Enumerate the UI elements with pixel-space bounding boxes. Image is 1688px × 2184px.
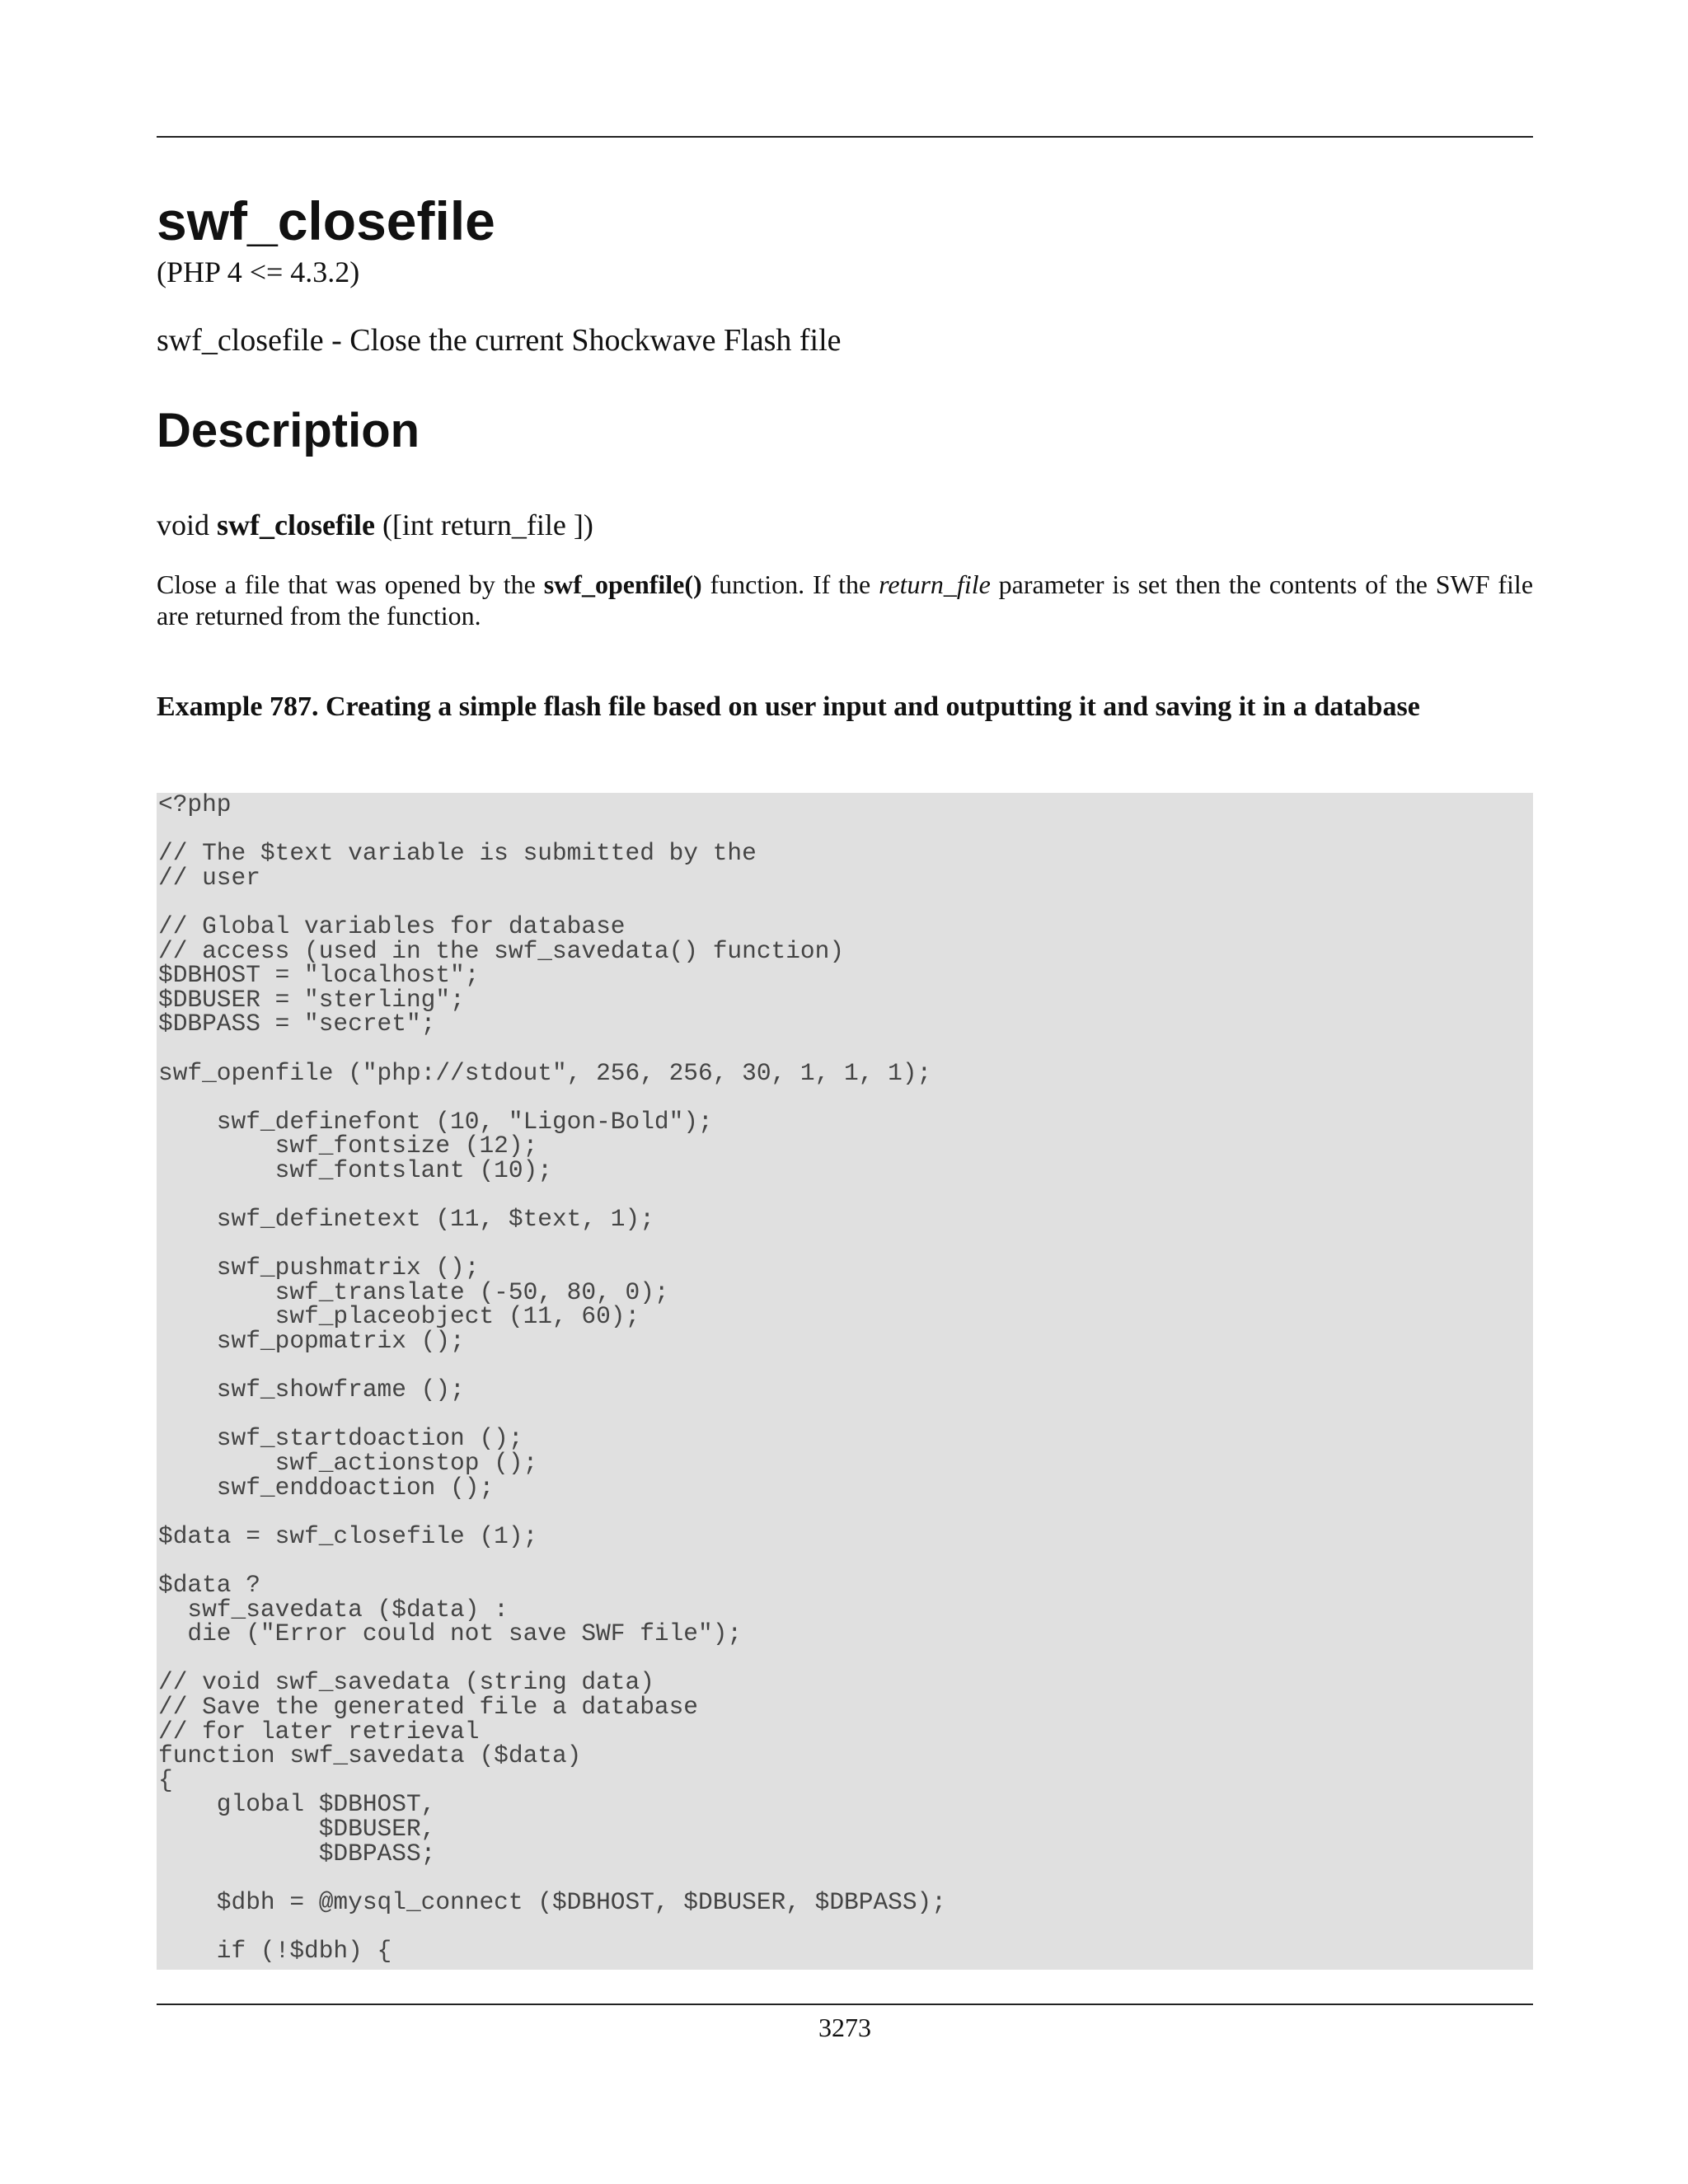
desc-text-2: function. If the	[701, 569, 879, 599]
desc-param-ref: return_file	[879, 569, 991, 599]
bottom-rule	[157, 2004, 1533, 2005]
function-synopsis	[157, 507, 593, 543]
synopsis-function-name: swf_closefile	[217, 509, 375, 541]
code-listing	[157, 793, 1533, 1970]
description-paragraph	[157, 569, 1533, 631]
synopsis-params: ([int return_file ])	[382, 509, 593, 541]
code-block: <?php // The $text variable is submitted by the // user // Global variables for database // access (used in the swf_savedata() function) $DBHOST = "localhost"; $DBUSER = "sterling"; $DBPASS = "secret"; swf_openfile ("php://stdout", 256, 256, 30, 1, 1, 1); swf_definefont (10, "Ligon-Bold"); swf_fontsize (12); swf_fontslant (10); swf_definetext (11, $text, 1); swf_pushmatrix (); swf_translate (-50, 80, 0); swf_placeobject (11, 60); swf_popmatrix (); swf_showframe (); swf_startdoaction (); swf_actionstop (); swf_enddoaction (); $data = swf_closefile (1); $data ? swf_savedata ($data) : die ("Error could not save SWF file"); // void swf_savedata (string data) // Save the generated file a database // for later retrieval function swf_savedata ($data) { global $DBHOST, $DBUSER, $DBPASS; $dbh = @mysql_connect ($DBHOST, $DBUSER, $DBPASS); if (!$dbh) {	[158, 793, 946, 1965]
description-heading: Description	[157, 404, 420, 457]
synopsis-return-type: void	[157, 509, 210, 541]
function-purpose: swf_closefile - Close the current Shockwave Flash file	[157, 323, 842, 358]
example-title: Example 787. Creating a simple flash file based on user input and outputting it and saving it in a database	[157, 691, 1420, 722]
page-title: swf_closefile	[157, 190, 495, 251]
page-number: 3273	[818, 2013, 871, 2042]
top-rule	[157, 136, 1533, 138]
version-info: (PHP 4 <= 4.3.2)	[157, 255, 360, 288]
desc-text-1: Close a file that was opened by the	[157, 569, 544, 599]
document-page	[157, 0, 1533, 2184]
desc-function-ref: swf_openfile()	[543, 569, 702, 599]
desc-text-3: parameter is set then the contents of the SWF file are returned from the function.	[157, 569, 1534, 630]
